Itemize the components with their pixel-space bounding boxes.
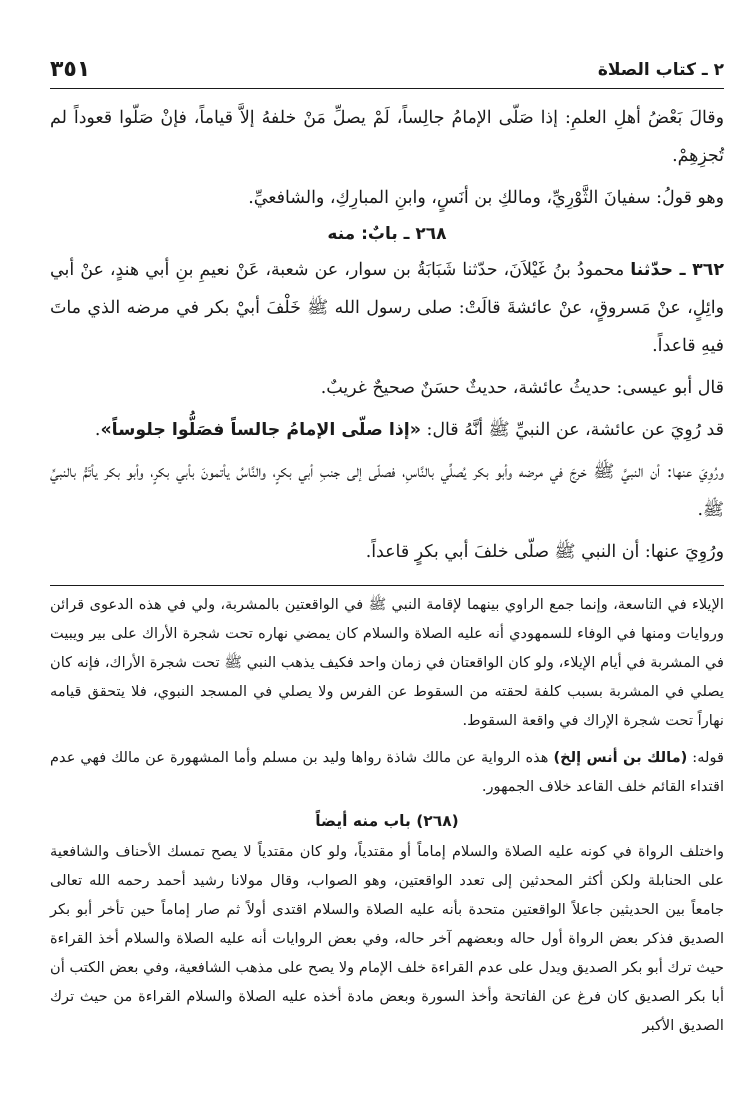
- hadith-number: ٣٦٢ ـ حدّثنا: [630, 260, 725, 280]
- paragraph-scholars-list: وهو قولُ: سفيانَ الثَّوْرِيِّ، ومالكِ بن أنَسٍ، وابنِ المبارِكِ، والشافعيِّ.: [248, 188, 724, 208]
- narration-intro: قد رُوِيَ عن عائشة، عن النبيِّ ﷺ أنَّهُ قال:: [420, 420, 724, 440]
- main-text: [50, 89, 724, 571]
- hadith-paragraph: [50, 251, 724, 365]
- page-header: [50, 56, 724, 88]
- note-ila: الإيلاء في التاسعة، وإنما جمع الراوي بينهما لإقامة النبي ﷺ في الواقعتين بالمشربة، ولي في هذه الدعوى قرائن وروايات ومنها في الوفاء للسمهودي أنه عليه الصلاة والسلام كان يمضي نهاره تحت شجرة الأراك على بير ويبيت في المشربة في أيام الإيلاء، ولو كان الواقعتان في زمان واحد فكيف يذهب النبي ﷺ تحت شجرة الأراك، فإنه كان يصلي في المشربة بسبب كلفة لحقته من السقوط عن الفرس ولا يصلي في المسجد النبوي، فلا يتحقق قيامه نهاراً تحت شجرة الإراك في واقعة السقوط.: [50, 596, 724, 729]
- paragraph-abu-isa-grading: قال أبو عيسى: حديثُ عائشة، حديثٌ حسَنٌ صحيحٌ غريبٌ.: [320, 378, 724, 398]
- narration-quote: «إذا صلّى الإمامُ جالساً فصَلُّوا جلوساً»: [100, 420, 421, 440]
- paragraph-narration-behind-abu-bakr: ورُوِيَ عنها: أن النبي ﷺ صلّى خلفَ أبي بكرٍ قاعداً.: [365, 542, 724, 562]
- note-narrators-disagreement: واختلف الرواة في كونه عليه الصلاة والسلام إماماً أو مقتدياً، ولو كان مقتدياً لا يصح تمسك الأحناف والشافعية على الحنابلة ولكن أكثر المحدثين إلى تعدد الواقعتين، وهو الصواب، وقال مولانا رشيد أحمد رحمه الله تعالى جامعاً بين الحديثين جاعلاً الواقعتين متحدة بأنه عليه الصلاة والسلام اقتدى أولاً ثم صار إماماً حين تأخر أبو بكر الصديق فذكر بعض الرواة أول حاله وبعضهم آخر حاله، وفي بعض الروايات أنه عليه الصلاة والسلام أخذ القراءة حيث ترك أبو بكر الصديق ويدل على عدم القراءة خلف الإمام ولا يصح على مذهب الشافعية، وفي بعض الكتب أن أبا بكر الصديق كان فرغ عن الفاتحة وأخذ السورة وبعض مادة أخذه عليه الصلاة والسلام القراءة من حيث ترك الصديق الأكبر: [50, 843, 724, 1034]
- note-malik: [50, 743, 724, 801]
- chapter-heading: ٢٦٨ ـ بابٌ: منه: [327, 224, 447, 244]
- page-number: ٣٥١: [50, 57, 91, 82]
- paragraph-narration-illness: ورُوِيَ عنها: أن النبيَّ ﷺ خرجَ في مرضه وأبو بكر يُصلِّي بالنَّاسِ، فصلّى إلى جنبِ أبي بكرٍ، والنَّاسُ يأتمونَ بأبي بكرٍ، وأبو بكر يأتَمُّ بالنبيِّ ﷺ.: [50, 462, 724, 520]
- paragraph-narration-sitting: [50, 411, 724, 449]
- note-malik-lemma: (مالك بن أنس إلخ): [553, 749, 688, 766]
- commentary-notes: [50, 586, 724, 1040]
- hadith-text: محمودُ بنُ غَيْلاَنَ، حدّثنا شَبَابَةُ بن سوار، عن شعبة، عَنْ نعيمِ بنِ أبي هندٍ، عنْ أبي وائِلٍ، عنْ مَسروقٍ، عنْ عائشةَ قالَتْ: صلى رسول الله ﷺ خَلْفَ أبيْ بكر في مرضه الذي ماتَ فيهِ قاعداً.: [50, 260, 724, 356]
- note-malik-text: هذه الرواية عن مالك شاذة رواها وليد بن مسلم وأما المشهورة عن مالك فهي عدم اقتداء القائم خلف القاعد خلاف الجمهور.: [50, 749, 724, 795]
- running-title: ٢ ـ كتاب الصلاة: [597, 60, 724, 80]
- notes-chapter-heading: (٢٦٨) باب منه أيضاً: [315, 812, 459, 830]
- note-malik-intro: قوله:: [687, 749, 724, 766]
- narration-end: .: [94, 420, 101, 440]
- paragraph-scholars-opinion: وقالَ بَعْضُ أهلِ العلمِ: إذا صَلّى الإمامُ جالِساً، لَمْ يصلِّ مَنْ خلفهُ إلاَّ قياماً، فإنْ صَلّوا قعوداً لم تُجزِهِمْ.: [50, 108, 724, 166]
- book-page: [50, 56, 724, 1040]
